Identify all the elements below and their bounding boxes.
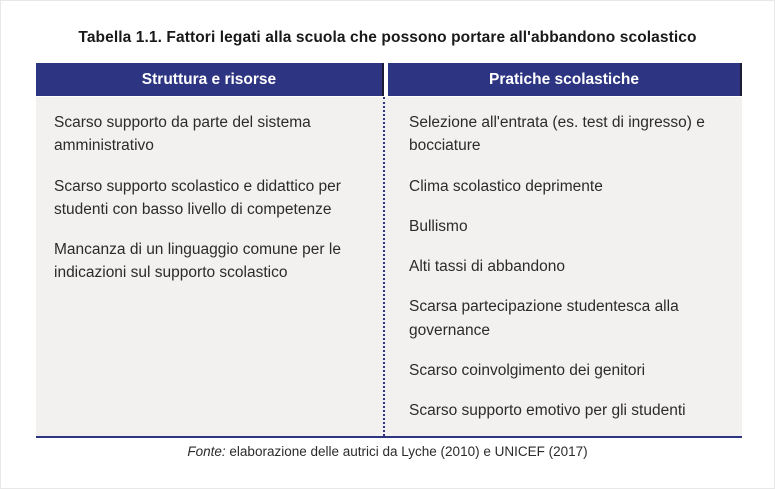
source-note [1,444,774,459]
table-cell-item: Mancanza di un linguaggio comune per le indicazioni sul supporto scolastico [54,241,341,282]
table-header-row [36,63,742,96]
source-label: Fonte: [187,444,226,459]
table-cell-item: Alti tassi di abbandono [409,258,565,275]
source-text: elaborazione delle autrici da Lyche (2010) e UNICEF (2017) [229,444,588,459]
table-cell-item: Scarso coinvolgimento dei genitori [409,361,646,379]
table-cell-item: Scarso supporto emotivo per gli studenti [409,402,686,419]
table-title: Tabella 1.1. Fattori legati alla scuola che possono portare all'abbandono scolastico [78,29,697,46]
factors-table [36,63,742,438]
table-cell-item: Scarsa partecipazione studentesca alla governance [409,298,679,339]
table-body [36,97,742,438]
column-pratiche-scolastiche [385,97,742,436]
table-cell-item: Selezione all'entrata (es. test di ingresso) e bocciature [409,114,705,155]
column-header-struttura-e-risorse: Struttura e risorse [36,63,384,96]
table-cell-item: Scarso supporto scolastico e didattico per studenti con basso livello di competenze [54,177,341,218]
table-cell-item: Bullismo [409,217,468,235]
column-struttura-e-risorse [36,97,385,436]
table-cell-item: Scarso supporto da parte del sistema amministrativo [54,114,311,155]
column-header-pratiche-scolastiche: Pratiche scolastiche [388,63,742,96]
table-cell-item: Clima scolastico deprimente [409,177,603,195]
